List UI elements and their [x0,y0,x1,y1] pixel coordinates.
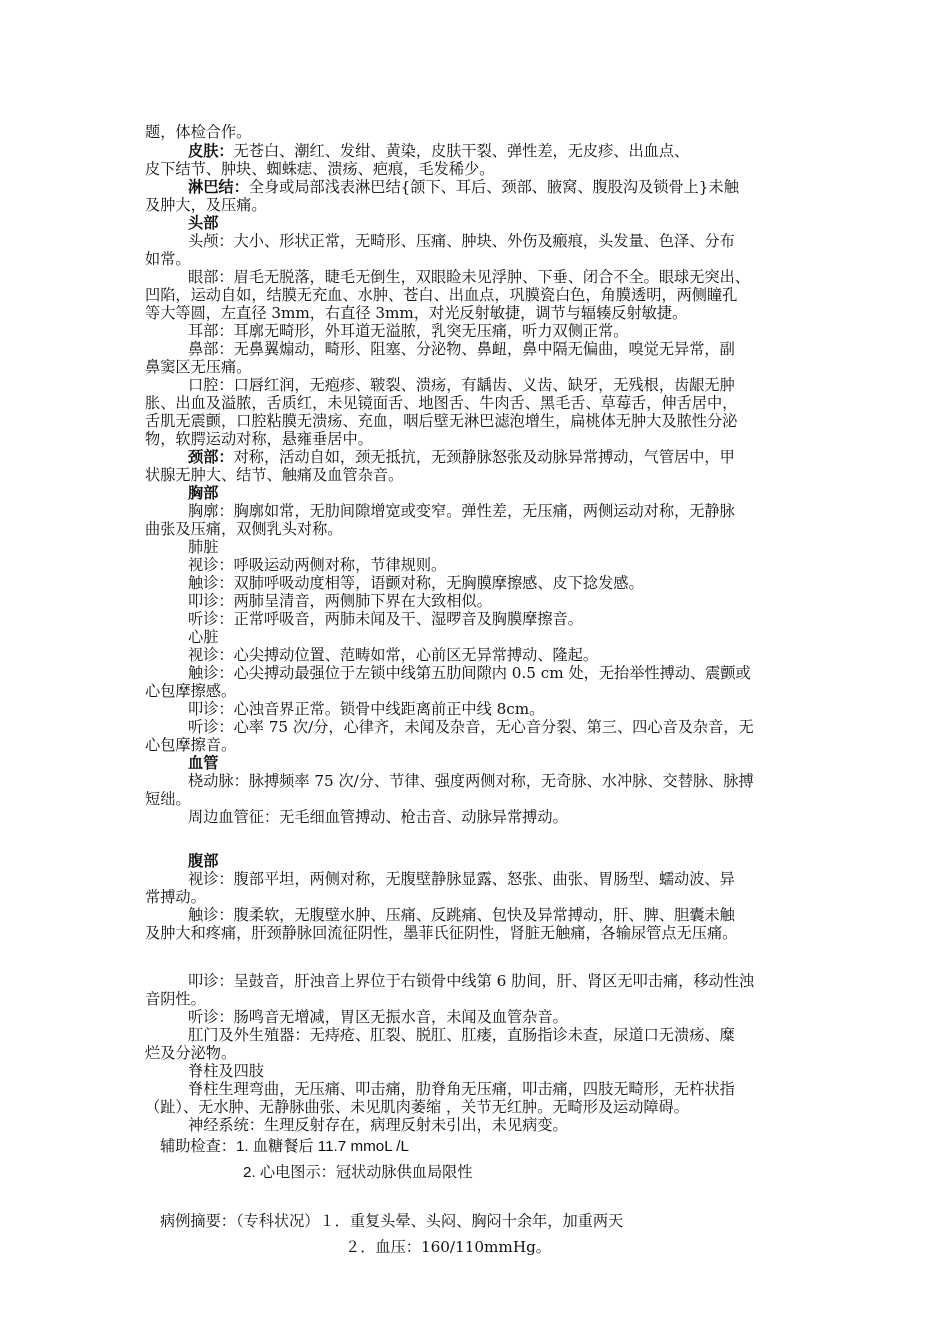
text-line: 叩诊：呈鼓音，肝浊音上界位于右锁骨中线第 6 肋间，肝、肾区无叩击痛，移动性浊 [188,972,755,990]
case-summary-line: ２．血压：160/110mmHg。 [345,1238,551,1256]
text-line: 烂及分泌物。 [145,1044,237,1062]
text-line-skin: 皮肤：无苍白、潮红、发绀、黄染，皮肤干裂、弹性差，无皮疹、出血点、 [188,142,690,160]
text-line: 视诊：腹部平坦，两侧对称，无腹壁静脉显露、怒张、曲张、胃肠型、蠕动波、异 [188,870,735,888]
text-line: 及肿大，及压痛。 [145,196,267,214]
text-line: 眼部：眉毛无脱落，睫毛无倒生，双眼睑未见浮肿、下垂、闭合不全。眼球无突出、 [188,268,750,286]
section-heading: 腹部 [188,852,219,870]
section-heading: 胸部 [188,484,219,502]
aux-exam-line: 2. 心电图示：冠状动脉供血局限性 [243,1164,473,1181]
text-line: 等大等圆，左直径 3mm，右直径 3mm，对光反射敏捷，调节与辐辏反射敏捷。 [145,304,688,322]
section-heading: 头部 [188,214,219,232]
text-line: 胸廓：胸廓如常，无肋间隙增宽或变窄。弹性差，无压痛，两侧运动对称，无静脉 [188,502,735,520]
aux-exam-line: 辅助检查：1. 血糖餐后 11.7 mmoL /L [160,1138,409,1155]
text-line: 听诊：肠鸣音无增减，胃区无振水音，未闻及血管杂音。 [188,1008,568,1026]
text-line: 耳部：耳廓无畸形，外耳道无溢脓，乳突无压痛，听力双侧正常。 [188,322,629,340]
text-line: 听诊：心率 75 次/分，心律齐，未闻及杂音，无心音分裂、第三、四心音及杂音，无 [188,718,754,736]
text-line: 状腺无肿大、结节、触痛及血管杂音。 [145,466,404,484]
text-line-neck: 颈部：对称，活动自如，颈无抵抗，无颈静脉怒张及动脉异常搏动，气管居中，甲 [188,448,735,466]
text-line: 周边血管征：无毛细血管搏动、枪击音、动脉异常搏动。 [188,808,568,826]
text-line: 桡动脉：脉搏频率 75 次/分、节律、强度两侧对称，无奇脉、水冲脉、交替脉、脉搏 [188,772,754,790]
text-line: 如常。 [145,250,191,268]
section-heading: 血管 [188,754,219,772]
text-line: 听诊：正常呼吸音，两肺未闻及干、湿啰音及胸膜摩擦音。 [188,610,583,628]
text-line: 触诊：心尖搏动最强位于左锁中线第五肋间隙内 0.5 cm 处，无抬举性搏动、震颤或 [188,664,751,682]
text-line: 鼻窦区无压痛。 [145,358,252,376]
text-line: 视诊：呼吸运动两侧对称，节律规则。 [188,556,447,574]
text-line-lymph: 淋巴结：全身或局部浅表淋巴结{颌下、耳后、颈部、腋窝、腹股沟及锁骨上}未触 [188,178,739,196]
text-line: 心脏 [188,628,219,646]
text-line: 脊柱及四肢 [188,1062,264,1080]
text-line: 心包摩擦感。 [145,682,237,700]
section-label: 颈部： [188,448,234,466]
text-line: 舌肌无震颤，口腔粘膜无溃疡、充血，咽后壁无淋巴滤泡增生，扁桃体无肿大及脓性分泌 [145,412,738,430]
text-line: 物，软腭运动对称，悬雍垂居中。 [145,430,373,448]
section-label: 皮肤： [188,142,234,160]
text-line: 曲张及压痛，双侧乳头对称。 [145,520,343,538]
text-line: 肺脏 [188,538,219,556]
text-line: 凹陷，运动自如，结膜无充血、水肿、苍白、出血点，巩膜瓷白色，角膜透明，两侧瞳孔 [145,286,738,304]
text-line: 叩诊：心浊音界正常。锁骨中线距离前正中线 8cm。 [188,700,545,718]
text-line: 题，体检合作。 [145,123,252,141]
text-line: 神经系统：生理反射存在，病理反射未引出，未见病变。 [188,1116,568,1134]
text-line: 视诊：心尖搏动位置、范畴如常，心前区无异常搏动、隆起。 [188,646,599,664]
text-line: 音阴性。 [145,990,206,1008]
text-line: （趾）、无水肿、无静脉曲张、未见肌肉萎缩 ，关节无红肿。无畸形及运动障碍。 [145,1098,689,1116]
text-line: 鼻部：无鼻翼煽动，畸形、阻塞、分泌物、鼻衄，鼻中隔无偏曲，嗅觉无异常，副 [188,340,735,358]
text-line: 头颅：大小、形状正常，无畸形、压痛、肿块、外伤及瘢痕，头发量、色泽、分布 [188,232,735,250]
text-line: 口腔：口唇红润，无疱疹、皲裂、溃疡，有龋齿、义齿、缺牙，无残根，齿龈无肿 [188,376,735,394]
text-line: 心包摩擦音。 [145,736,237,754]
text-line: 皮下结节、肿块、蜘蛛痣、溃疡、疤痕，毛发稀少。 [145,160,495,178]
text-line: 及肿大和疼痛，肝颈静脉回流征阴性，墨菲氏征阴性，肾脏无触痛，各输尿管点无压痛。 [145,924,738,942]
text-line: 触诊：双肺呼吸动度相等，语颤对称，无胸膜摩擦感、皮下捻发感。 [188,574,644,592]
text-line: 肛门及外生殖器：无痔疮、肛裂、脱肛、肛瘘，直肠指诊未查，尿道口无溃疡、糜 [188,1026,735,1044]
text-line: 叩诊：两肺呈清音，两侧肺下界在大致相似。 [188,592,492,610]
text-line: 短绌。 [145,790,191,808]
text-line: 脊柱生理弯曲，无压痛、叩击痛，肋脊角无压痛，叩击痛，四肢无畸形，无杵状指 [188,1080,735,1098]
text-line: 常搏动。 [145,888,206,906]
section-label: 淋巴结： [188,178,249,196]
text-line: 胀、出血及溢脓，舌质红，未见镜面舌、地图舌、牛肉舌、黑毛舌、草莓舌，伸舌居中， [145,394,738,412]
text-line: 触诊：腹柔软，无腹壁水肿、压痛、反跳痛、包快及异常搏动，肝、脾、胆囊未触 [188,906,735,924]
case-summary-line: 病例摘要：（专科状况）１．重复头晕、头闷、胸闷十余年，加重两天 [160,1212,624,1230]
